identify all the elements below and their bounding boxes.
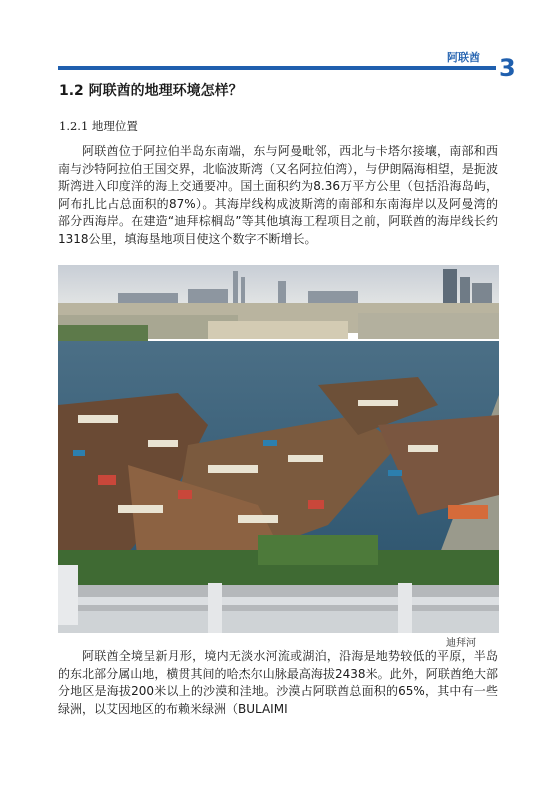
dubai-creek-photo bbox=[58, 265, 499, 633]
section-heading: 1.2 阿联酋的地理环境怎样？ bbox=[59, 83, 243, 99]
page-number: 3 bbox=[499, 54, 516, 82]
subsection-heading: 1.2.1 地理位置 bbox=[59, 119, 138, 133]
figure-caption: 迪拜河 bbox=[446, 638, 476, 649]
body-paragraph-terrain: 阿联酋全境呈新月形，境内无淡水河流或湖泊，沿海是地势较低的平原，半岛的东北部分属山地，横贯其间的哈杰尔山脉最高海拔2438米。此外，阿联酋绝大部分地区是海拔200米以上的沙漠和洼地。沙漠占阿联酋总面积的65%，其中有一些绿洲，以艾因地区的布赖米绿洲（BULAIMI bbox=[58, 649, 498, 716]
header-rule bbox=[58, 66, 496, 70]
body-paragraph-location: 阿联酋位于阿拉伯半岛东南端，东与阿曼毗邻，西北与卡塔尔接壤，南部和西南与沙特阿拉伯王国交界，北临波斯湾（又名阿拉伯湾），与伊朗隔海相望，是扼波斯湾进入印度洋的海上交通要冲。国土面积约为8.36万平方公里（包括沿海岛屿，阿布扎比占总面积的87%）。其海岸线构成波斯湾的南部和东南海岸以及阿曼湾的部分西海岸。在建造“迪拜棕榈岛”等其他填海工程项目之前，阿联酋的海岸线长约1318公里，填海垦地项目使这个数字不断增长。 bbox=[58, 144, 498, 246]
running-header-title: 阿联酋 bbox=[447, 51, 480, 64]
